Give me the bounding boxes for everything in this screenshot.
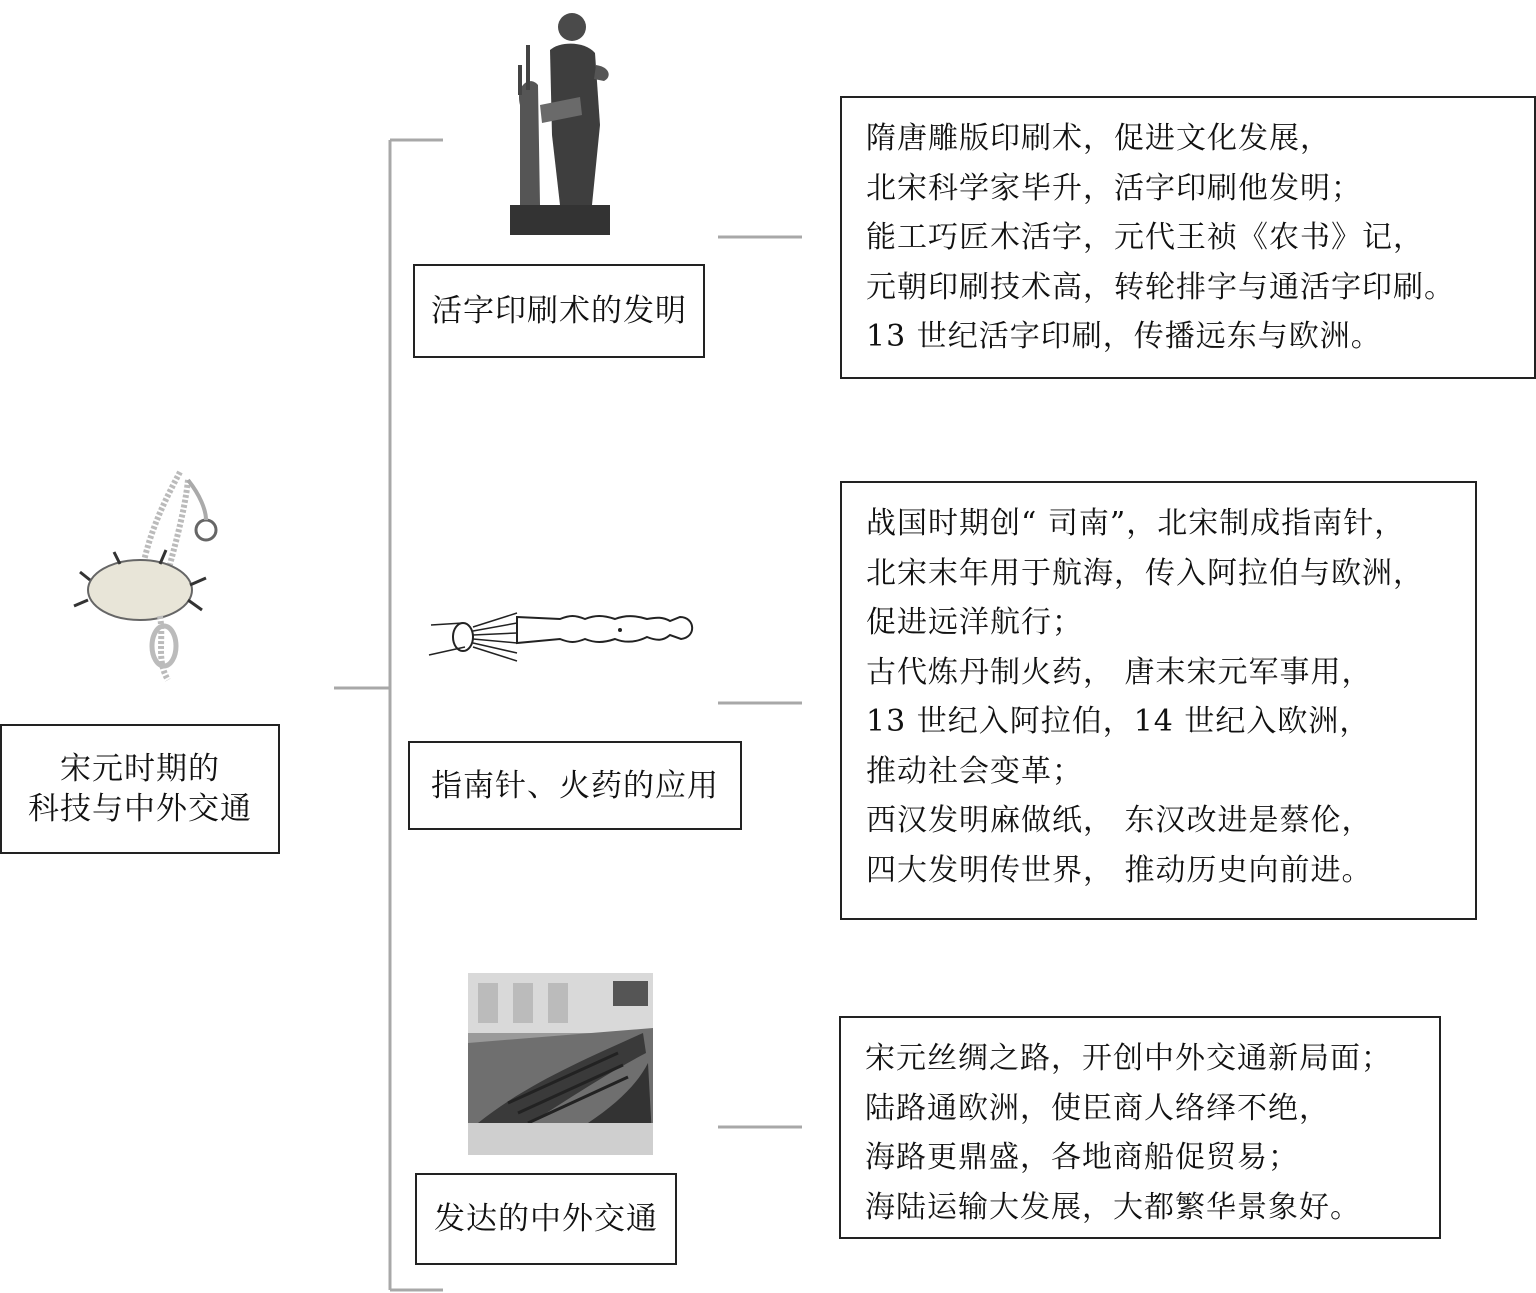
root-title-line1: 宋元时期的 xyxy=(60,751,220,787)
branch3-title: 发达的中外交通 xyxy=(434,1201,658,1237)
branch2-line: 促进远洋航行； xyxy=(866,605,1083,640)
branch1-line: 13 世纪活字印刷，传播远东与欧洲。 xyxy=(866,319,1382,354)
branch1-content-box xyxy=(840,96,1536,379)
branch2-title: 指南针、火药的应用 xyxy=(431,767,719,804)
branch3-line: 宋元丝绸之路，开创中外交通新局面； xyxy=(865,1041,1392,1076)
branch2-line: 四大发明传世界， 推动历史向前进。 xyxy=(866,852,1373,888)
branch2-line: 13 世纪入阿拉伯，14 世纪入欧洲， xyxy=(866,704,1371,739)
branch1-line: 北宋科学家毕升，活字印刷他发明； xyxy=(866,170,1362,206)
branch1-line: 能工巧匠木活字，元代王祯《农书》记， xyxy=(866,220,1424,255)
branch1-title-box xyxy=(413,264,705,358)
branch1-title: 活字印刷术的发明 xyxy=(431,293,687,329)
branch3-line: 陆路通欧洲，使臣商人络绎不绝， xyxy=(865,1090,1330,1126)
root-title-line2: 科技与中外交通 xyxy=(28,791,252,827)
branch2-content-box xyxy=(840,481,1477,920)
ancient-ship-photo xyxy=(468,973,653,1155)
branch2-title-box xyxy=(408,741,742,830)
root-node xyxy=(0,724,280,854)
branch2-line: 西汉发明麻做纸， 东汉改进是蔡伦， xyxy=(866,803,1373,838)
branch3-title-box xyxy=(415,1173,677,1265)
branch2-line: 推动社会变革； xyxy=(866,753,1083,789)
branch3-content-box xyxy=(839,1016,1441,1239)
branch1-line: 元朝印刷技术高，转轮排字与通活字印刷。 xyxy=(866,269,1455,305)
branch1-line: 隋唐雕版印刷术，促进文化发展， xyxy=(866,121,1331,156)
branch3-line: 海陆运输大发展，大都繁华景象好。 xyxy=(865,1189,1361,1225)
bi-sheng-statue-image xyxy=(500,5,620,240)
gunpowder-bomb-image xyxy=(60,460,240,690)
branch2-line: 战国时期创“ 司南”，北宋制成指南针， xyxy=(866,506,1406,541)
branch3-line: 海路更鼎盛，各地商船促贸易； xyxy=(865,1140,1299,1175)
fire-lance-image xyxy=(425,595,700,685)
branch2-line: 北宋末年用于航海，传入阿拉伯与欧洲， xyxy=(866,555,1424,591)
branch2-line: 古代炼丹制火药， 唐末宋元军事用， xyxy=(866,654,1373,690)
